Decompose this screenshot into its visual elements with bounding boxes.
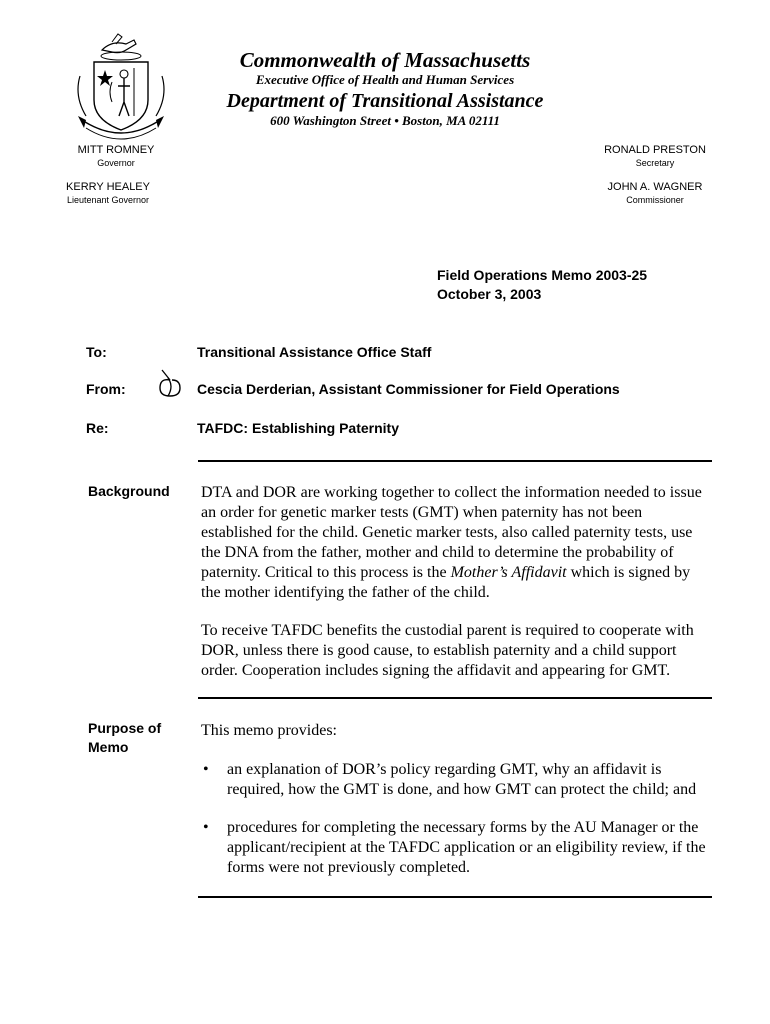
list-item-text: procedures for completing the necessary forms by the AU Manager or the applicant/recipient at the TAFDC application or an eligibility review, if the forms were not previously completed. [227, 819, 706, 876]
state-title: Commonwealth of Massachusetts [239, 48, 531, 72]
official-lieutenant-governor [48, 181, 168, 205]
divider [198, 697, 712, 699]
to-label: To: [86, 344, 107, 360]
purpose-bullets [201, 760, 713, 896]
official-name: RONALD PRESTON [604, 144, 706, 156]
handwritten-initials [148, 366, 192, 400]
to-value: Transitional Assistance Office Staff [197, 344, 432, 360]
purpose-label-line: Purpose of [88, 720, 162, 736]
memo-date: October 3, 2003 [437, 286, 542, 302]
official-name: KERRY HEALEY [66, 181, 150, 193]
official-title: Commissioner [626, 195, 684, 205]
list-item [201, 818, 713, 878]
address: 600 Washington Street • Boston, MA 02111 [270, 113, 500, 128]
re-value: TAFDC: Establishing Paternity [197, 420, 399, 436]
office-title: Executive Office of Health and Human Services [255, 72, 515, 87]
affidavit-title: Mother’s Affidavit [450, 564, 567, 581]
official-name: JOHN A. WAGNER [607, 181, 703, 193]
paragraph-text: which is signed by the mother identifying the father of the child. [201, 564, 691, 601]
re-label: Re: [86, 420, 109, 436]
memo-number: Field Operations Memo 2003-25 [437, 267, 648, 283]
from-label: From: [86, 381, 126, 397]
official-title: Secretary [635, 158, 675, 168]
official-commissioner [585, 181, 725, 205]
from-value: Cescia Derderian, Assistant Commissioner for Field Operations [197, 381, 620, 397]
massachusetts-seal [72, 32, 170, 144]
purpose-intro: This memo provides: [201, 722, 337, 739]
background-paragraph-1 [201, 483, 713, 603]
divider [198, 460, 712, 462]
purpose-label-line: Memo [88, 739, 129, 755]
official-title: Governor [97, 158, 135, 168]
bullet-icon: • [203, 819, 209, 836]
memo-heading [437, 266, 647, 304]
paragraph-text: DTA and DOR are working together to collect the information needed to issue an order for genetic marker tests (GMT) when paternity has not been established for the child. Genetic marker tests, also called paternity tests, use the DNA from the father, mother and child to determine the probability of paternity. Critical to this process is the [201, 484, 702, 581]
background-paragraph-2: To receive TAFDC benefits the custodial parent is required to cooperate with DOR, unless there is good cause, to establish paternity and a child support order. Cooperation includes signing the affidavit and appearing for GMT. [201, 622, 694, 679]
list-item-text: an explanation of DOR’s policy regarding GMT, why an affidavit is required, how the GMT is done, and how GMT can protect the child; and [227, 761, 697, 798]
purpose-label [88, 719, 188, 757]
official-secretary [585, 144, 725, 168]
divider [198, 896, 712, 898]
official-name: MITT ROMNEY [77, 144, 155, 156]
official-title: Lieutenant Governor [66, 195, 150, 205]
official-governor [56, 144, 176, 168]
department-title: Department of Transitional Assistance [226, 90, 544, 112]
background-label: Background [88, 483, 170, 499]
list-item [201, 760, 713, 800]
bullet-icon: • [203, 761, 209, 778]
